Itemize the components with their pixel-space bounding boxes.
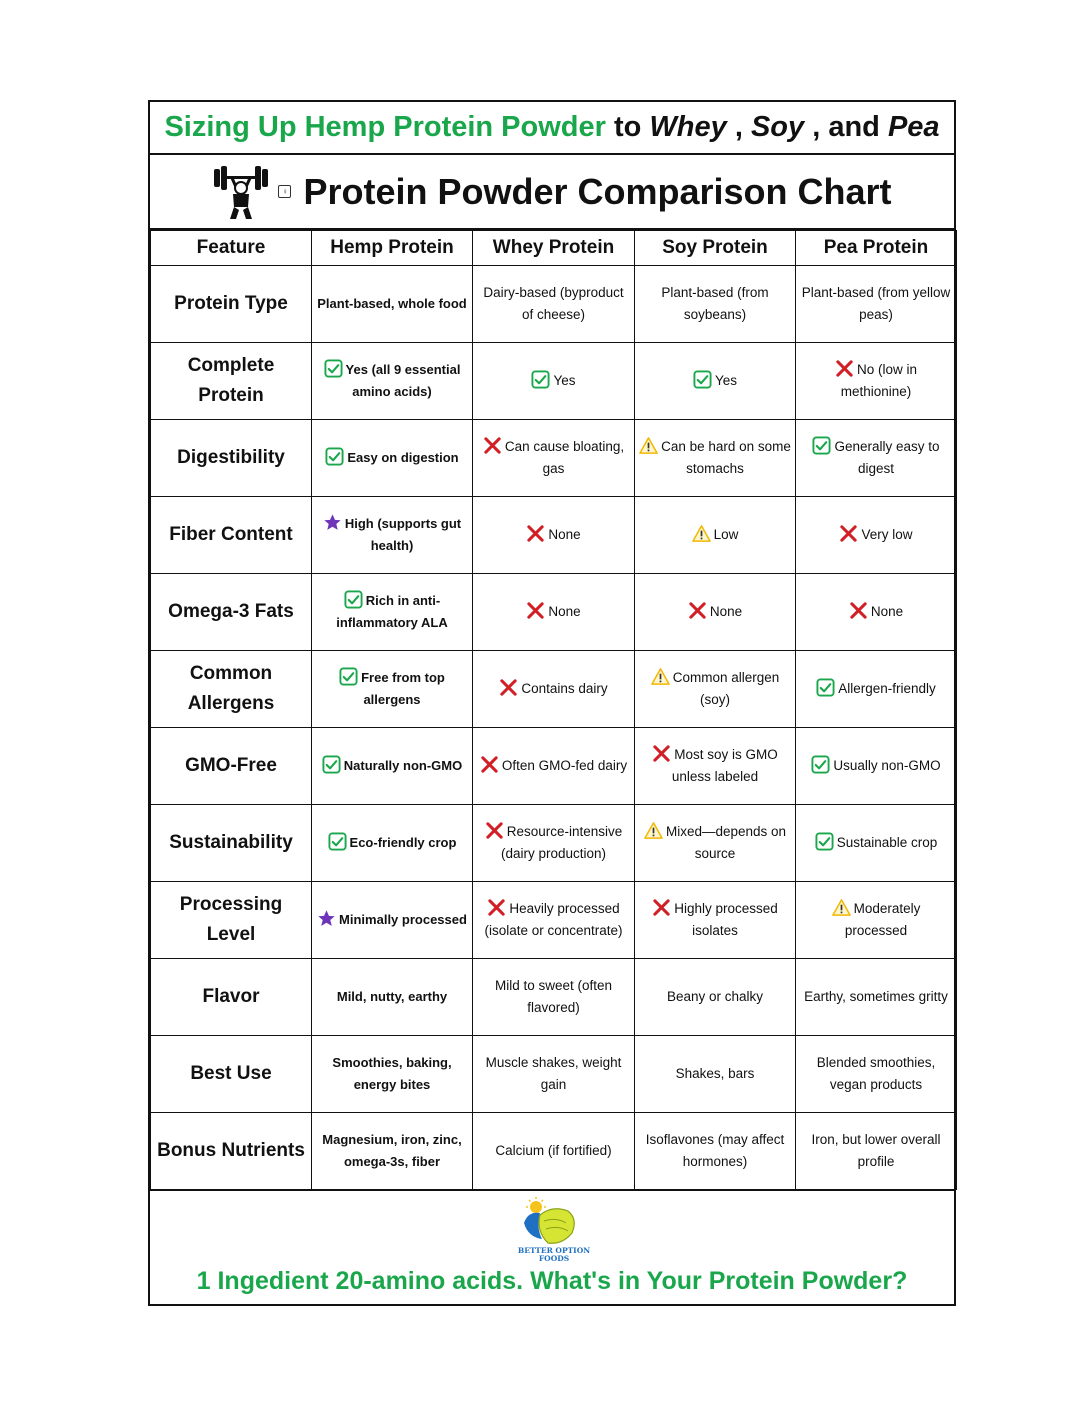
check-box-icon [325,447,344,466]
cell-text: No (low in methionine) [840,362,918,399]
feature-cell: Sustainability [151,805,312,882]
cell-text: High (supports gut health) [344,516,462,553]
cell-text: Can be hard on some stomachs [661,439,791,476]
table-row [151,959,957,1036]
cell-text: Rich in anti-inflammatory ALA [336,593,448,630]
cross-icon [688,601,707,620]
table-cell [312,420,473,497]
cell-text: Iron, but lower overall profile [811,1132,941,1169]
check-box-icon [531,370,550,389]
table-cell [312,882,473,959]
cross-icon [485,821,504,840]
table-cell [312,728,473,805]
cell-text: Earthy, sometimes gritty [804,989,948,1004]
cross-icon [652,898,671,917]
cell-text: None [548,527,581,542]
table-cell [473,651,635,728]
cell-text: Isoflavones (may affect hormones) [645,1132,785,1169]
cell-text: Heavily processed (isolate or concentrate) [484,901,623,938]
cross-icon [526,524,545,543]
check-box-icon [815,832,834,851]
svg-text:FOODS: FOODS [538,1254,570,1263]
svg-text:BETTER OPTION: BETTER OPTION [518,1246,590,1255]
feature-cell: Complete Protein [151,343,312,420]
cell-text: Resource-intensive (dairy production) [500,824,623,861]
cell-text: Yes [714,373,738,388]
title-to: to [614,111,642,143]
cell-text: Yes (all 9 essential amino acids) [345,362,461,399]
table-cell [796,343,957,420]
table-body [151,266,957,1190]
cell-text: Most soy is GMO unless labeled [671,747,778,784]
weightlifter-icon [212,163,270,221]
table-cell [796,266,957,343]
table-cell [312,651,473,728]
table-row [151,1113,957,1190]
footer [150,1189,954,1304]
feature-cell: Protein Type [151,266,312,343]
cross-icon [480,755,499,774]
feature-cell: Bonus Nutrients [151,1113,312,1190]
check-box-icon [811,755,830,774]
cell-text: Usually non-GMO [833,758,941,773]
title-hemp-phrase: Sizing Up Hemp Protein Powder [164,111,606,143]
cell-text: None [870,604,904,619]
warning-icon [644,821,663,840]
table-cell [796,959,957,1036]
cell-text: Plant-based, whole food [317,296,467,311]
warning-icon [639,436,658,455]
table-row [151,1036,957,1113]
table-row [151,728,957,805]
comparison-chart [148,100,956,1306]
feature-cell: Best Use [151,1036,312,1113]
feature-cell: Common Allergens [151,651,312,728]
warning-icon [651,667,670,686]
warning-icon [692,524,711,543]
table-row [151,497,957,574]
check-box-icon [328,832,347,851]
table-cell [473,420,635,497]
table-cell [796,882,957,959]
star-icon [323,513,342,532]
table-cell [473,266,635,343]
table-cell [312,959,473,1036]
cross-icon [835,359,854,378]
table-cell [796,420,957,497]
cell-text: Dairy-based (byproduct of cheese) [483,285,624,322]
column-header: Soy Protein [635,231,796,266]
cross-icon [499,678,518,697]
cell-text: Plant-based (from soybeans) [661,285,769,322]
table-row [151,266,957,343]
table-cell [796,574,957,651]
check-box-icon [812,436,831,455]
table-cell [473,805,635,882]
table-cell [473,497,635,574]
table-header-row [151,231,957,266]
cell-text: Very low [861,527,913,542]
title-pea: Pea [887,111,940,143]
page-title [150,102,954,155]
column-header: Pea Protein [796,231,957,266]
table-cell [796,651,957,728]
cell-text: Sustainable crop [836,835,938,850]
cell-text: Generally easy to digest [834,439,940,476]
table-cell [796,497,957,574]
table-cell [312,1113,473,1190]
feature-cell: Processing Level [151,882,312,959]
cell-text: Eco-friendly crop [349,835,457,850]
table-row [151,343,957,420]
cell-text: Often GMO-fed dairy [501,758,628,773]
cell-text: None [548,604,581,619]
cell-text: Allergen-friendly [838,681,936,696]
table-cell [635,497,796,574]
tagline: 1 Ingedient 20-amino acids. What's in Your Protein Powder? [196,1267,908,1295]
table-cell [635,728,796,805]
check-box-icon [816,678,835,697]
title-soy: Soy [750,111,805,143]
table-cell [635,805,796,882]
better-option-foods-logo [518,1197,590,1263]
feature-cell: Flavor [151,959,312,1036]
cross-icon [849,601,868,620]
cell-text: Can cause bloating, gas [504,439,625,476]
column-header: Feature [151,231,312,266]
cell-text: Free from top allergens [361,670,445,707]
table-cell [796,1036,957,1113]
chart-header [150,155,954,230]
table-row [151,882,957,959]
table-cell [635,1113,796,1190]
table-cell [635,343,796,420]
table-cell [312,266,473,343]
cell-text: Moderately processed [844,901,921,938]
table-cell [312,805,473,882]
table-cell [796,805,957,882]
cell-text: Common allergen (soy) [672,670,780,707]
table-cell [635,959,796,1036]
cell-text: None [709,604,743,619]
cell-text: Low [713,527,739,542]
table-cell [635,882,796,959]
table-cell [473,728,635,805]
lightbulb-icon: ♀ [278,185,291,198]
table-row [151,420,957,497]
table-row [151,574,957,651]
check-box-icon [322,755,341,774]
check-box-icon [693,370,712,389]
cross-icon [526,601,545,620]
table-cell [312,497,473,574]
cell-text: Plant-based (from yellow peas) [801,285,951,322]
table-cell [635,651,796,728]
table-cell [312,574,473,651]
cell-text: Magnesium, iron, zinc, omega-3s, fiber [322,1132,462,1169]
table-cell [473,574,635,651]
cell-text: Blended smoothies, vegan products [816,1055,936,1092]
table-cell [796,1113,957,1190]
cell-text: Yes [553,373,576,388]
cross-icon [839,524,858,543]
table-cell [635,1036,796,1113]
table-cell [635,574,796,651]
cell-text: Naturally non-GMO [343,758,463,773]
check-box-icon [344,590,363,609]
table-row [151,651,957,728]
table-cell [796,728,957,805]
check-box-icon [324,359,343,378]
cell-text: Mild, nutty, earthy [336,989,448,1004]
title-whey: Whey [649,111,727,143]
title-comma: , [734,111,743,143]
column-header: Hemp Protein [312,231,473,266]
feature-cell: GMO-Free [151,728,312,805]
cell-text: Easy on digestion [347,450,459,465]
warning-icon [832,898,851,917]
table-cell [312,1036,473,1113]
feature-cell: Digestibility [151,420,312,497]
title-and: , and [812,111,880,143]
table-cell [473,959,635,1036]
table-cell [473,882,635,959]
cross-icon [652,744,671,763]
check-box-icon [339,667,358,686]
cell-text: Smoothies, baking, energy bites [332,1055,452,1092]
cross-icon [483,436,502,455]
chart-title: Protein Powder Comparison Chart [303,170,892,212]
cell-text: Minimally processed [339,912,467,927]
comparison-table [150,230,957,1190]
cell-text: Beany or chalky [666,989,764,1004]
table-cell [473,1036,635,1113]
star-icon [317,909,336,928]
feature-cell: Omega-3 Fats [151,574,312,651]
cell-text: Mixed—depends on source [665,824,787,861]
table-cell [312,343,473,420]
table-cell [635,420,796,497]
cell-text: Calcium (if fortified) [495,1143,612,1158]
cell-text: Mild to sweet (often flavored) [494,978,613,1015]
table-cell [473,343,635,420]
table-row [151,805,957,882]
table-cell [473,1113,635,1190]
table-cell [635,266,796,343]
column-header: Whey Protein [473,231,635,266]
cell-text: Muscle shakes, weight gain [485,1055,622,1092]
cell-text: Shakes, bars [675,1066,755,1081]
cell-text: Highly processed isolates [674,901,778,938]
feature-cell: Fiber Content [151,497,312,574]
cell-text: Contains dairy [521,681,608,696]
cross-icon [487,898,506,917]
